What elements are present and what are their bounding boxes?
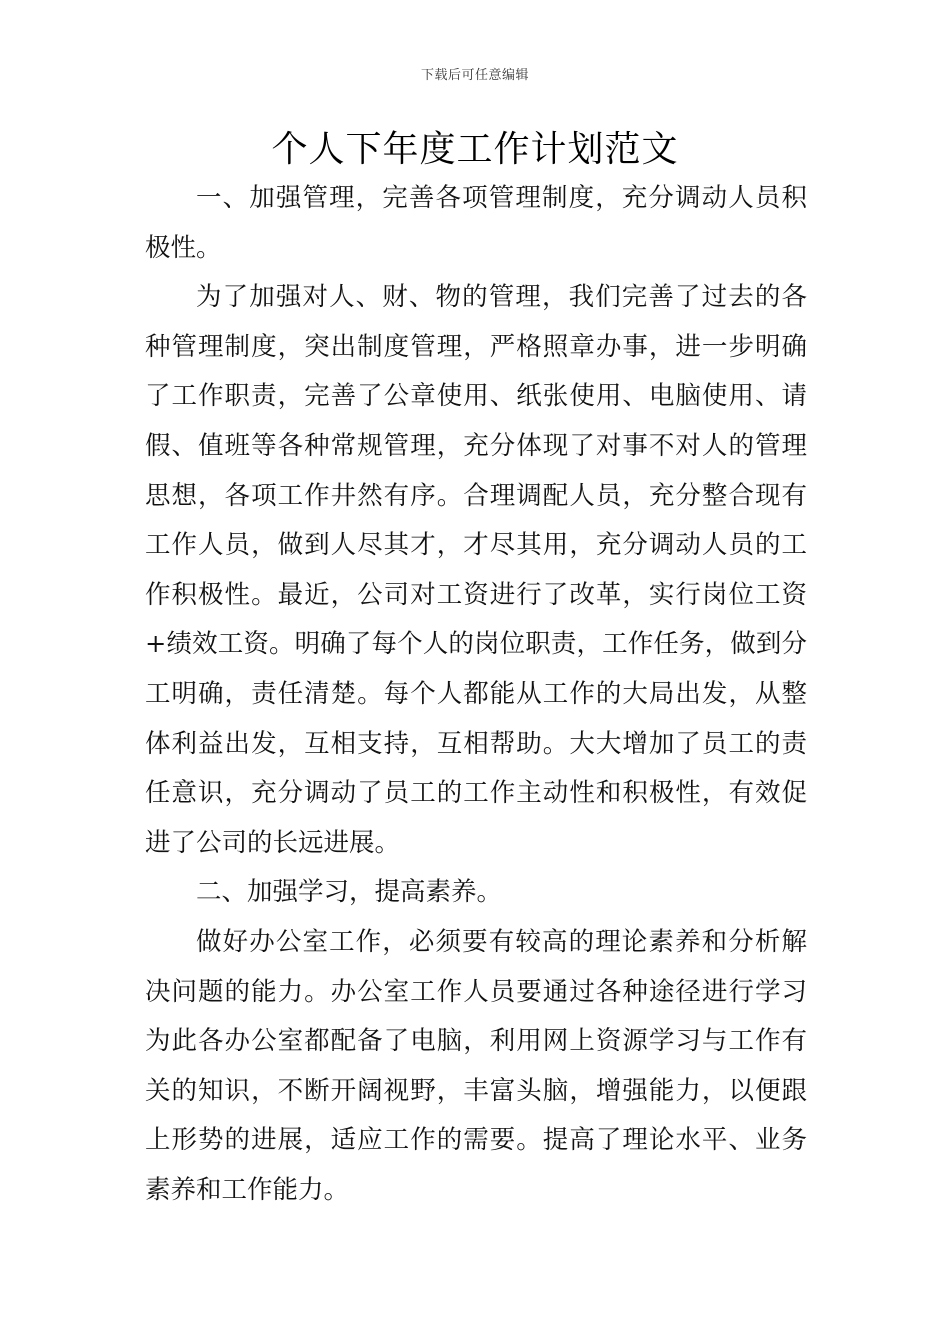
paragraph-management: 为了加强对人、财、物的管理，我们完善了过去的各种管理制度，突出制度管理，严格照章办事，进一步明确了工作职责，完善了公章使用、纸张使用、电脑使用、请假、值班等各种常规管理，充分体现了对事不对人的管理思想，各项工作井然有序。合理调配人员，充分整合现有工作人员，做到人尽其才，才尽其用，充分调动人员的工作积极性。最近，公司对工资进行了改革，实行岗位工资+绩效工资。明确了每个人的岗位职责，工作任务，做到分工明确，责任清楚。每个人都能从工作的大局出发，从整体利益出发，互相支持，互相帮助。大大增加了员工的责任意识，充分调动了员工的工作主动性和积极性，有效促进了公司的长远进展。 bbox=[145, 282, 807, 858]
section-heading-2: 二、加强学习，提高素养。 bbox=[196, 877, 503, 908]
section-heading-1: 一、加强管理，完善各项管理制度，充分调动人员积极性。 bbox=[145, 183, 807, 263]
paragraph-study: 做好办公室工作，必须要有较高的理论素养和分析解决问题的能力。办公室工作人员要通过各种途径进行学习为此各办公室都配备了电脑，利用网上资源学习与工作有关的知识，不断开阔视野，丰富头脑，增强能力，以便跟上形势的进展，适应工作的需要。提高了理论水平、业务素养和工作能力。 bbox=[145, 926, 807, 1205]
header-note: 下载后可任意编辑 bbox=[420, 68, 529, 83]
document-body bbox=[145, 174, 807, 1215]
document-title: 个人下年度工作计划范文 bbox=[271, 129, 679, 170]
